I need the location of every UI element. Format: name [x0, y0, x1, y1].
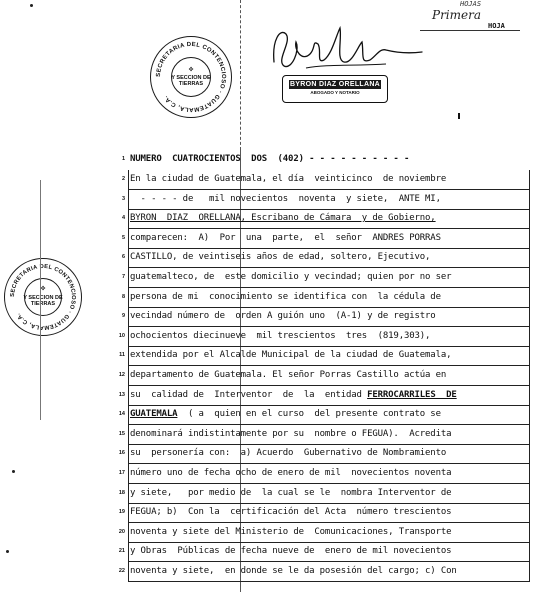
line-number: 6 [121, 254, 125, 261]
line-number: 1 [121, 156, 125, 162]
line-rule [128, 581, 530, 582]
seal-emblem-icon: ✣ [40, 286, 46, 292]
document-line [121, 268, 530, 288]
line-border-right [529, 209, 530, 229]
line-border-left [128, 484, 129, 504]
document-line [121, 307, 530, 327]
line-border-left [128, 464, 129, 484]
line-border-right [529, 307, 530, 327]
document-line [121, 170, 530, 190]
line-text: noventa y siete, en donde se le da posesión del cargo; c) Con [130, 566, 457, 576]
line-border-right [529, 484, 530, 504]
line-border-left [128, 327, 129, 347]
line-text: guatemalteco, de este domicilio y vecindad; quien por no ser [130, 272, 452, 282]
line-text: CASTILLO, de veintiseis años de edad, soltero, Ejecutivo, [130, 252, 431, 263]
line-number: 7 [121, 274, 125, 280]
line-border-right [529, 268, 530, 288]
line-border-right [529, 386, 530, 406]
primera-handwritten: Primera [432, 8, 482, 22]
line-border-left [128, 542, 129, 562]
line-border-left [128, 288, 129, 308]
line-number: 21 [118, 548, 125, 555]
line-border-left [128, 190, 129, 210]
document-line [118, 523, 530, 543]
official-seal-top [150, 36, 232, 118]
stamp-name: BYRON DIAZ ORELLANA [289, 81, 381, 88]
line-border-left [128, 307, 129, 327]
line-border-right [529, 366, 530, 386]
line-border-left [128, 229, 129, 249]
seal-emblem-icon: ✣ [188, 67, 194, 73]
line-border-right [529, 327, 530, 347]
document-line [118, 542, 530, 562]
line-number: 20 [118, 528, 125, 535]
line-text: persona de mi conocimiento se identifica con la cédula de [130, 291, 441, 302]
margin-line [40, 180, 41, 420]
line-number: 5 [121, 234, 125, 241]
line-border-left [128, 444, 129, 464]
document-line [121, 190, 530, 210]
seal-center-line2: TIERRAS [178, 81, 204, 87]
line-border-right [529, 346, 530, 366]
document-line [118, 405, 530, 425]
seal-center-line1: Y SECCION DE [23, 295, 63, 301]
document-line [119, 346, 530, 366]
line-border-right [529, 288, 530, 308]
ink-dot [30, 4, 33, 7]
line-number: 13 [118, 391, 125, 398]
line-border-right [529, 425, 530, 445]
document-heading: NUMERO CUATROCIENTOS DOS (402) - - - - - - - - - - [130, 154, 410, 164]
line-text: denominará indistintamente por su nombre o FEGUA). Acredita [130, 428, 452, 439]
document-line [118, 366, 530, 386]
document-line [118, 464, 530, 484]
line-number: 4 [121, 215, 125, 222]
svg-text:SECRETARIA DEL CONTENCIOSO · G: SECRETARIA DEL CONTENCIOSO · GUATEMALA, C.A. [9, 263, 77, 331]
line-text: su calidad de Interventor de la entidad FERROCARRILES DE [130, 389, 457, 400]
document-line [118, 444, 530, 464]
ink-dot [12, 470, 15, 473]
fold-guide-dashed [240, 0, 241, 150]
document-line [118, 484, 530, 504]
line-border-left [128, 503, 129, 523]
line-number: 12 [118, 372, 125, 378]
line-number: 15 [118, 430, 125, 437]
document-line [121, 229, 530, 249]
document-line [118, 503, 530, 523]
line-border-right [529, 562, 530, 582]
official-seal-left [4, 258, 82, 336]
line-border-left [128, 268, 129, 288]
line-text: extendida por el Alcalde Municipal de la ciudad de Guatemala, [130, 350, 452, 361]
line-text: GUATEMALA ( a quien en el curso del presente contrato se [130, 409, 441, 420]
line-border-left [128, 248, 129, 268]
line-border-right [529, 229, 530, 249]
line-border-right [529, 464, 530, 484]
line-border-right [529, 503, 530, 523]
line-border-right [529, 444, 530, 464]
document-line [121, 209, 530, 229]
line-border-right [529, 248, 530, 268]
line-text: BYRON DIAZ ORELLANA, Escribano de Cámara y de Gobierno, [130, 213, 436, 224]
line-border-left [128, 209, 129, 229]
line-border-left [128, 366, 129, 386]
line-number: 10 [118, 332, 125, 339]
line-text: y Obras Públicas de fecha nueve de enero de mil novecientos [130, 546, 452, 557]
ink-dot [6, 550, 9, 553]
line-number: 14 [118, 411, 125, 418]
line-number: 18 [118, 489, 125, 496]
stamp-role: ABOGADO Y NOTARIO [310, 90, 360, 95]
line-number: 8 [121, 293, 125, 300]
line-number: 19 [118, 509, 125, 516]
document-line [118, 425, 530, 445]
notary-stamp [282, 75, 388, 103]
line-number: 16 [118, 450, 125, 457]
line-text: número uno de fecha ocho de enero de mil novecientos noventa [130, 468, 452, 478]
document-line [118, 562, 530, 582]
notary-signature [266, 20, 426, 80]
line-border-right [529, 523, 530, 543]
line-text: departamento de Guatemala. El señor Porras Castillo actúa en [130, 370, 447, 380]
line-border-right [529, 170, 530, 190]
document-line [118, 327, 530, 347]
line-text: FEGUA; b) Con la certificación del Acta número trescientos [130, 507, 452, 518]
document-line [118, 386, 530, 406]
line-text: - - - - de mil novecientos noventa y siete, ANTE MI, [130, 193, 441, 204]
seal-center-line2: TIERRAS [30, 301, 56, 307]
document-line [121, 248, 530, 268]
seal-center-line1: Y SECCION DE [171, 75, 211, 81]
line-number: 2 [121, 176, 125, 182]
line-number: 3 [121, 195, 125, 202]
line-border-left [128, 346, 129, 366]
header-underline [420, 30, 520, 31]
line-text: vecindad número de orden A guión uno (A-1) y de registro [130, 311, 436, 322]
line-text: noventa y siete del Ministerio de Comunicaciones, Transporte [130, 526, 452, 537]
line-text: comparecen: A) Por una parte, el señor ANDRES PORRAS [130, 232, 441, 243]
line-text: su personería con: a) Acuerdo Gubernativo de Nombramiento [130, 448, 447, 459]
line-border-left [128, 523, 129, 543]
line-border-left [128, 386, 129, 406]
document-heading-row [121, 150, 530, 170]
line-border-right [529, 405, 530, 425]
line-text: y siete, por medio de la cual se le nombra Interventor de [130, 487, 452, 498]
line-border-left [128, 562, 129, 582]
line-text: ochocientos diecinueve mil trescientos tres (819,303), [130, 330, 431, 341]
line-number: 17 [118, 470, 125, 476]
line-number: 22 [118, 568, 125, 574]
ink-mark [458, 113, 460, 119]
line-text: En la ciudad de Guatemala, el día veinticinco de noviembre [130, 174, 447, 184]
hoja-label: HOJA [488, 22, 505, 30]
line-border-left [128, 170, 129, 190]
line-number: 11 [119, 352, 125, 359]
line-border-left [128, 425, 129, 445]
document-line [121, 288, 530, 308]
line-border-right [529, 190, 530, 210]
line-number: 9 [121, 313, 125, 320]
line-border-left [128, 405, 129, 425]
hojas-label: HOJAS [460, 0, 482, 8]
svg-text:SECRETARIA DEL CONTENCIOSO · G: SECRETARIA DEL CONTENCIOSO · GUATEMALA, C.A. [155, 41, 227, 113]
line-border-right [529, 542, 530, 562]
